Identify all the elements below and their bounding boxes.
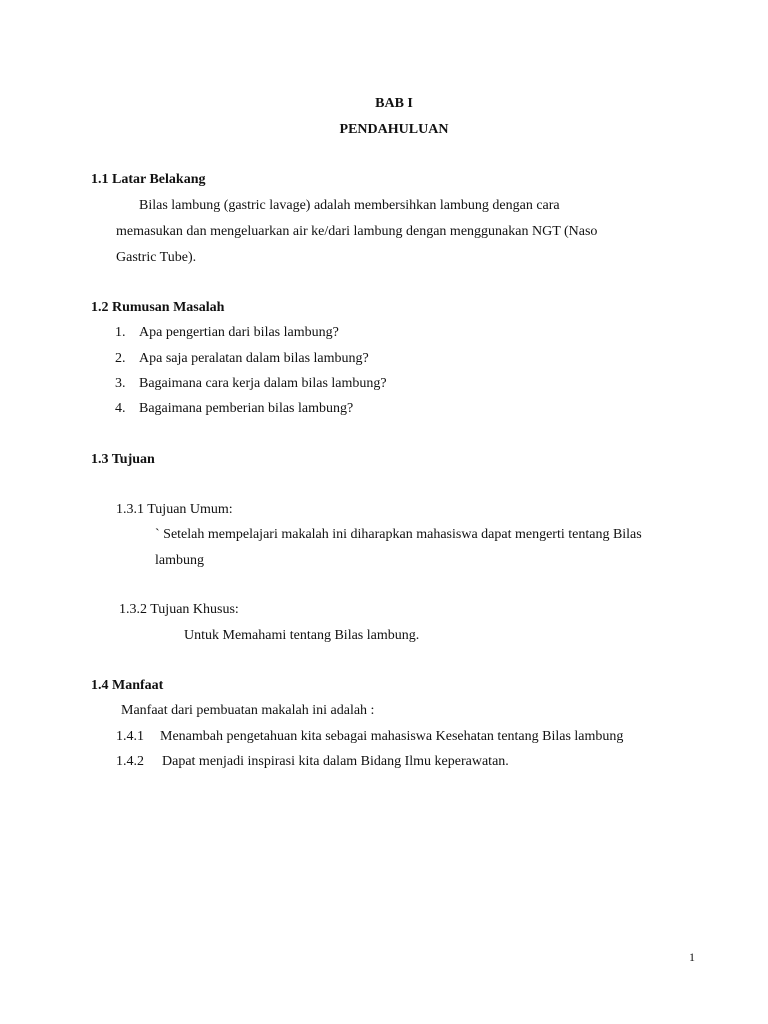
paragraph-line-3: Gastric Tube). [116, 250, 197, 265]
page-number: 1 [689, 950, 695, 964]
chapter-label: BAB I [375, 96, 413, 111]
section-heading-rumusan-masalah: 1.2 Rumusan Masalah [91, 300, 225, 315]
subsection-label-tujuan-umum: 1.3.1 Tujuan Umum: [116, 502, 233, 517]
list-item-text: Bagaimana cara kerja dalam bilas lambung? [139, 376, 387, 391]
list-item-number: 1. [115, 325, 126, 340]
section-heading-latar-belakang: 1.1 Latar Belakang [91, 172, 206, 187]
tujuan-umum-line-1: ` Setelah mempelajari makalah ini diharapkan mahasiswa dapat mengerti tentang Bilas [155, 527, 642, 542]
manfaat-item-number: 1.4.2 [116, 754, 144, 769]
paragraph-line-1: Bilas lambung (gastric lavage) adalah membersihkan lambung dengan cara [139, 198, 560, 213]
list-item-number: 2. [115, 351, 126, 366]
list-item-text: Apa pengertian dari bilas lambung? [139, 325, 339, 340]
list-item-text: Bagaimana pemberian bilas lambung? [139, 401, 354, 416]
subsection-label-tujuan-khusus: 1.3.2 Tujuan Khusus: [119, 602, 239, 617]
tujuan-umum-line-2: lambung [155, 553, 204, 568]
paragraph-line-2: memasukan dan mengeluarkan air ke/dari lambung dengan menggunakan NGT (Naso [116, 224, 598, 239]
manfaat-intro: Manfaat dari pembuatan makalah ini adalah : [121, 703, 375, 718]
manfaat-item-text: Dapat menjadi inspirasi kita dalam Bidang Ilmu keperawatan. [162, 754, 509, 769]
manfaat-item-number: 1.4.1 [116, 729, 144, 744]
list-item-text: Apa saja peralatan dalam bilas lambung? [139, 351, 369, 366]
tujuan-khusus-text: Untuk Memahami tentang Bilas lambung. [184, 628, 420, 643]
section-heading-tujuan: 1.3 Tujuan [91, 452, 155, 467]
section-heading-manfaat: 1.4 Manfaat [91, 678, 164, 693]
list-item-number: 4. [115, 401, 126, 416]
list-item-number: 3. [115, 376, 126, 391]
chapter-heading: PENDAHULUAN [339, 122, 449, 137]
manfaat-item-text: Menambah pengetahuan kita sebagai mahasiswa Kesehatan tentang Bilas lambung [160, 729, 624, 744]
